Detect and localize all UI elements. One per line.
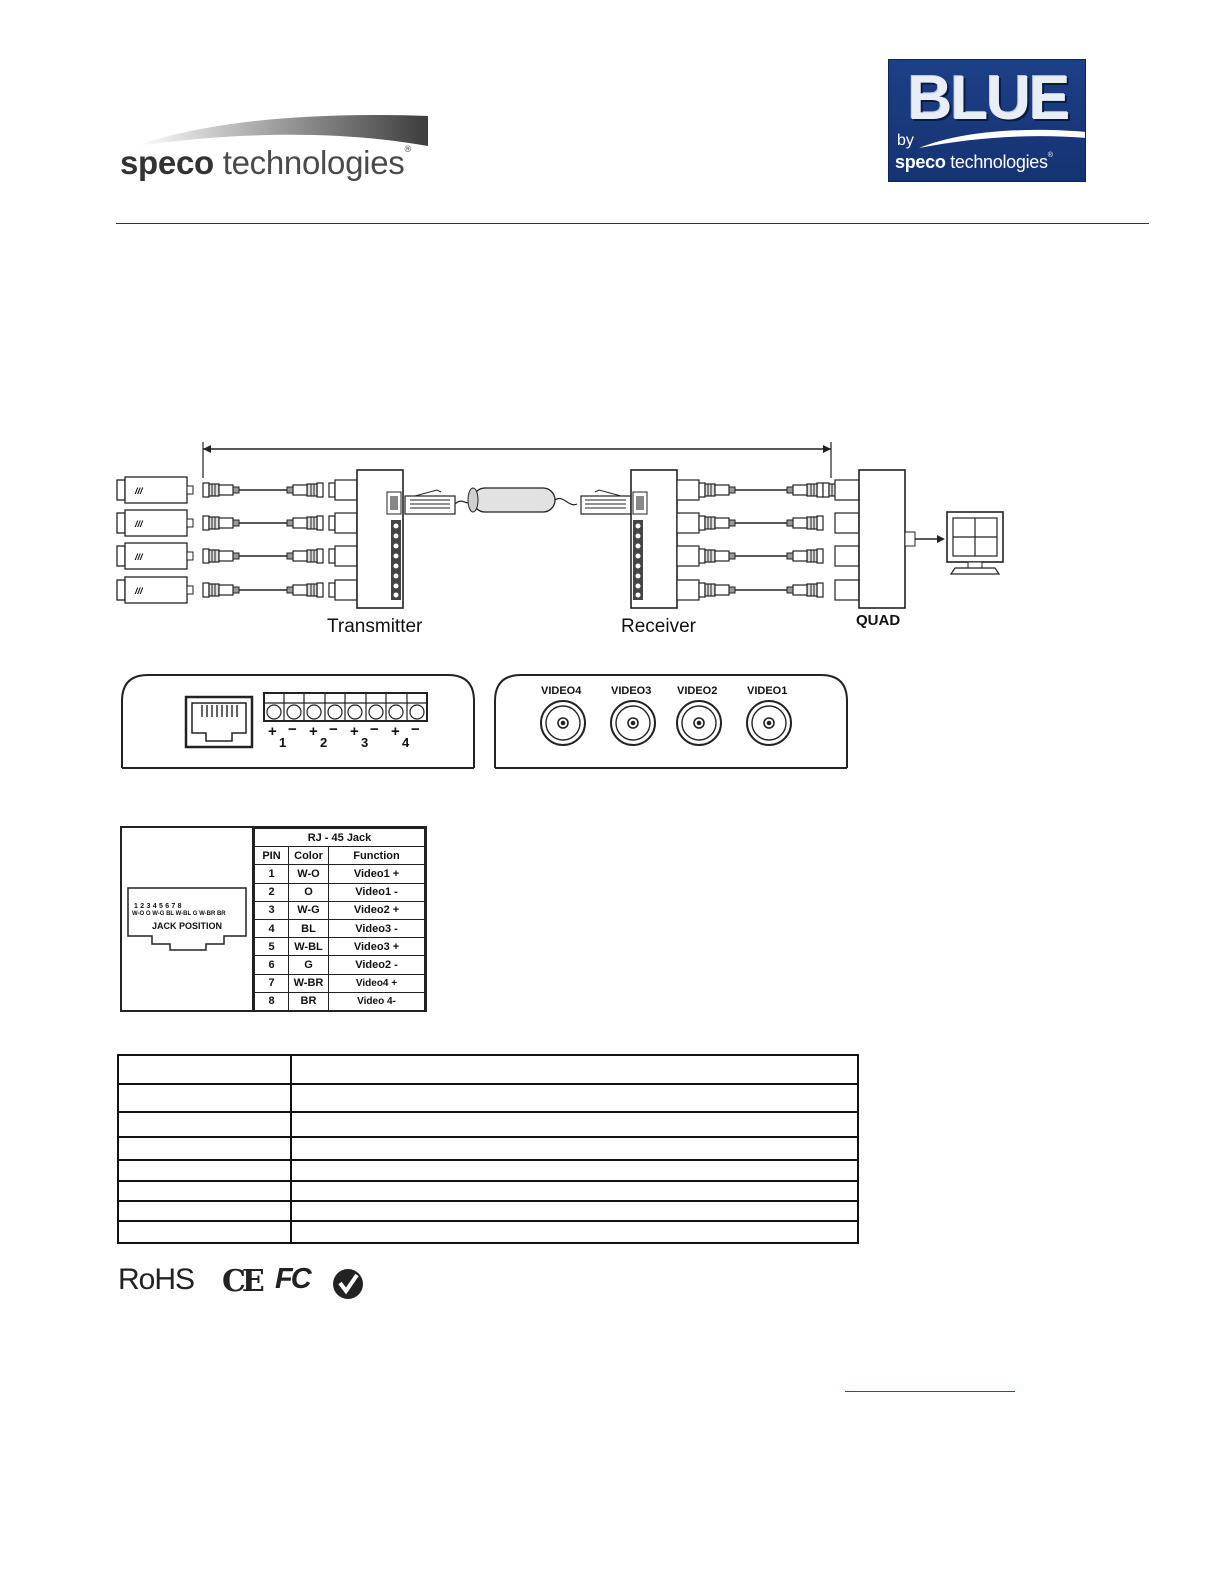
pin-table-title: RJ - 45 Jack bbox=[255, 829, 425, 847]
video3-label: VIDEO3 bbox=[611, 685, 652, 697]
table-row bbox=[118, 1084, 858, 1112]
diagram-drawing: /// bbox=[115, 428, 1005, 638]
polarity-sign: + bbox=[350, 723, 359, 740]
blue-by-speco-logo bbox=[888, 59, 1086, 182]
function-cell: Video 4- bbox=[329, 992, 425, 1010]
fcc-mark: FC bbox=[275, 1263, 310, 1295]
compliance-marks bbox=[118, 1263, 378, 1303]
blue-logo-speco: speco bbox=[895, 152, 946, 172]
c-tick-icon bbox=[331, 1267, 365, 1301]
table-row bbox=[118, 1160, 858, 1181]
spec-value bbox=[291, 1055, 858, 1084]
spec-value bbox=[291, 1137, 858, 1160]
blue-logo-technologies: technologies bbox=[950, 152, 1048, 172]
quad-unit bbox=[835, 470, 945, 608]
blue-logo-by: by bbox=[897, 132, 914, 149]
table-row bbox=[118, 1181, 858, 1201]
spec-label bbox=[118, 1084, 291, 1112]
table-row bbox=[255, 938, 425, 956]
jack-outline bbox=[122, 828, 254, 1010]
pin-header: PIN bbox=[255, 847, 289, 865]
table-row bbox=[118, 1137, 858, 1160]
color-cell: O bbox=[289, 883, 329, 901]
table-row bbox=[255, 901, 425, 919]
footer-website-link[interactable] bbox=[845, 1372, 1015, 1392]
logo-swoosh bbox=[118, 108, 438, 148]
table-row bbox=[255, 956, 425, 974]
quad-label: QUAD bbox=[856, 612, 901, 629]
color-cell: W-O bbox=[289, 865, 329, 883]
blue-logo-registered-mark: ® bbox=[1047, 152, 1053, 159]
function-cell: Video3 - bbox=[329, 919, 425, 937]
camera-row-3 bbox=[117, 543, 365, 569]
video1-label: VIDEO1 bbox=[747, 685, 788, 697]
blue-logo-word: BLUE bbox=[907, 64, 1069, 133]
camera-row-2 bbox=[117, 510, 365, 536]
polarity-sign: − bbox=[411, 721, 420, 738]
receiver-unit bbox=[631, 470, 699, 608]
channel-number: 1 bbox=[279, 735, 287, 750]
spec-label bbox=[118, 1221, 291, 1243]
polarity-sign: + bbox=[391, 723, 400, 740]
video4-label: VIDEO4 bbox=[541, 685, 582, 697]
rj45-cable-assembly bbox=[405, 488, 631, 514]
pin-cell: 3 bbox=[255, 901, 289, 919]
video2-label: VIDEO2 bbox=[677, 685, 718, 697]
polarity-sign: − bbox=[370, 721, 379, 738]
pin-cell: 2 bbox=[255, 883, 289, 901]
channel-number: 3 bbox=[361, 735, 369, 750]
table-row bbox=[118, 1201, 858, 1221]
speco-technologies-logo bbox=[118, 108, 438, 188]
transmitter-unit bbox=[335, 470, 403, 608]
function-cell: Video4 + bbox=[329, 974, 425, 992]
monitor-unit bbox=[947, 512, 1003, 574]
specifications-table bbox=[117, 1054, 859, 1244]
table-row bbox=[118, 1221, 858, 1243]
bnc-jack-video1 bbox=[747, 701, 791, 745]
receiver-label: Receiver bbox=[621, 616, 696, 637]
spec-value bbox=[291, 1160, 858, 1181]
jack-position-caption: JACK POSITION bbox=[152, 921, 223, 931]
transmitter-panel-outline bbox=[120, 673, 476, 769]
table-row bbox=[118, 1055, 858, 1084]
polarity-sign: − bbox=[288, 721, 297, 738]
spec-label bbox=[118, 1112, 291, 1137]
polarity-sign: + bbox=[309, 723, 318, 740]
table-row bbox=[255, 992, 425, 1010]
table-row bbox=[118, 1112, 858, 1137]
function-cell: Video1 - bbox=[329, 883, 425, 901]
pin-cell: 7 bbox=[255, 974, 289, 992]
pin-cell: 4 bbox=[255, 919, 289, 937]
header-divider bbox=[116, 223, 1149, 224]
logo-word-speco: speco bbox=[120, 144, 214, 181]
spec-label bbox=[118, 1160, 291, 1181]
rohs-mark: RoHS bbox=[118, 1263, 195, 1296]
function-cell: Video2 + bbox=[329, 901, 425, 919]
distance-arrow-right bbox=[823, 445, 831, 453]
jack-pin-colors: W-O O W-G BL W-BL G W-BR BR bbox=[132, 911, 226, 917]
transmitter-label: Transmitter bbox=[327, 616, 423, 637]
function-cell: Video2 - bbox=[329, 956, 425, 974]
rj45-pin-table bbox=[254, 828, 425, 1011]
jack-pin-numbers: 1 2 3 4 5 6 7 8 bbox=[134, 903, 182, 910]
camera-row-4 bbox=[117, 577, 365, 603]
spec-label bbox=[118, 1201, 291, 1221]
function-header: Function bbox=[329, 847, 425, 865]
jack-position-drawing bbox=[122, 828, 254, 1010]
rj45-jack-icon bbox=[186, 697, 252, 747]
spec-value bbox=[291, 1112, 858, 1137]
function-cell: Video3 + bbox=[329, 938, 425, 956]
color-cell: W-BL bbox=[289, 938, 329, 956]
color-cell: BL bbox=[289, 919, 329, 937]
distance-arrow-left bbox=[203, 445, 211, 453]
spec-value bbox=[291, 1221, 858, 1243]
color-cell: BR bbox=[289, 992, 329, 1010]
rj45-pinout-figure bbox=[120, 826, 427, 1012]
channel-number: 4 bbox=[402, 735, 410, 750]
channel-number: 2 bbox=[320, 735, 328, 750]
pin-cell: 5 bbox=[255, 938, 289, 956]
transmitter-rear-panel bbox=[120, 673, 476, 769]
spec-value bbox=[291, 1181, 858, 1201]
pin-cell: 1 bbox=[255, 865, 289, 883]
table-row bbox=[255, 883, 425, 901]
system-connection-diagram bbox=[115, 428, 1005, 638]
color-cell: W-BR bbox=[289, 974, 329, 992]
spec-value bbox=[291, 1201, 858, 1221]
bnc-jack-video4 bbox=[541, 701, 585, 745]
color-cell: G bbox=[289, 956, 329, 974]
polarity-sign: − bbox=[329, 721, 338, 738]
camera-row-1 bbox=[117, 477, 365, 503]
function-cell: Video1 + bbox=[329, 865, 425, 883]
bnc-jack-video3 bbox=[611, 701, 655, 745]
spec-label bbox=[118, 1137, 291, 1160]
table-row bbox=[255, 865, 425, 883]
logo-word-technologies: technologies bbox=[222, 144, 405, 181]
color-cell: W-G bbox=[289, 901, 329, 919]
pin-cell: 8 bbox=[255, 992, 289, 1010]
spec-value bbox=[291, 1084, 858, 1112]
receiver-rear-panel bbox=[493, 673, 849, 769]
pin-cell: 6 bbox=[255, 956, 289, 974]
spec-label bbox=[118, 1181, 291, 1201]
ce-mark: CE bbox=[222, 1264, 261, 1299]
polarity-sign: + bbox=[268, 723, 277, 740]
table-row bbox=[255, 919, 425, 937]
spec-label bbox=[118, 1055, 291, 1084]
bnc-jack-video2 bbox=[677, 701, 721, 745]
terminal-block-icon bbox=[264, 693, 427, 721]
logo-registered-mark: ® bbox=[404, 144, 411, 154]
color-header: Color bbox=[289, 847, 329, 865]
table-row bbox=[255, 974, 425, 992]
